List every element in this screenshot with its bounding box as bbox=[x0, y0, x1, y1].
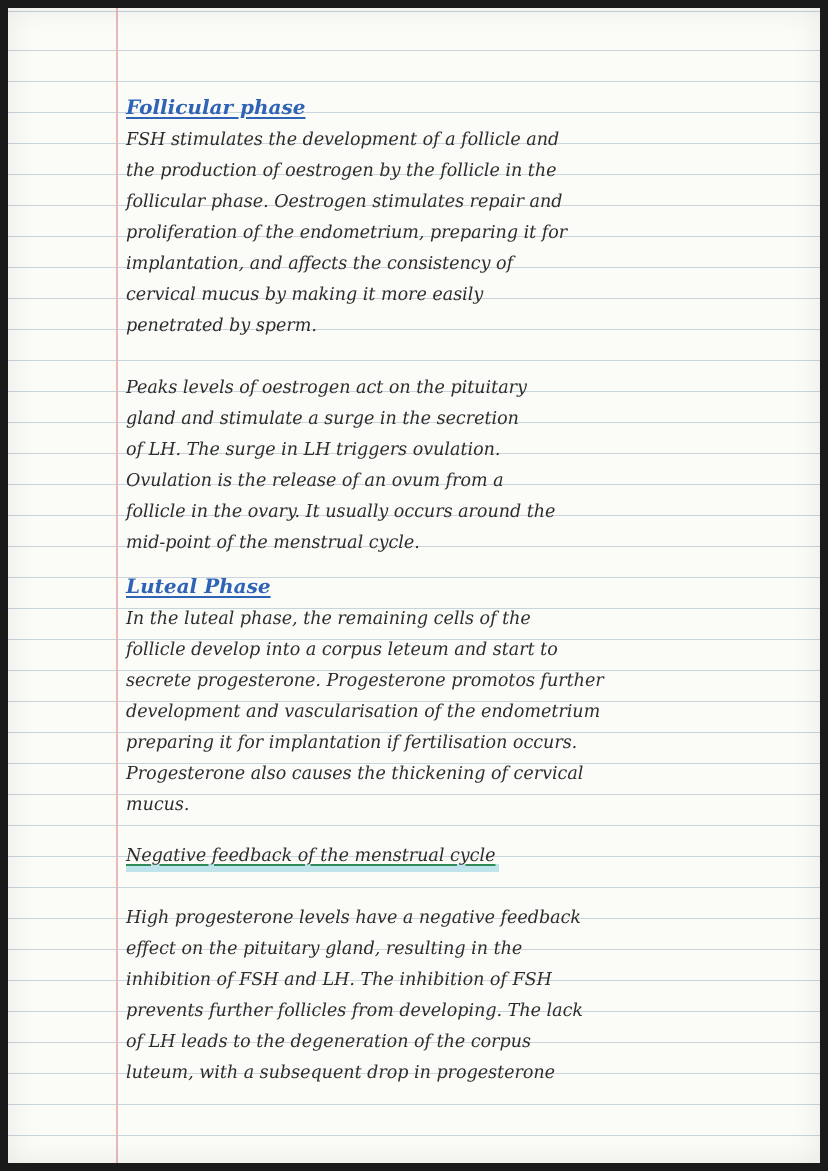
text-line: mid-point of the menstrual cycle. bbox=[126, 533, 420, 553]
paragraph-follicular-1 bbox=[126, 125, 746, 342]
text-line: the production of oestrogen by the follicle in the bbox=[126, 161, 557, 181]
heading-luteal-phase: Luteal Phase bbox=[126, 574, 271, 598]
text-line: implantation, and affects the consistency of bbox=[126, 254, 514, 274]
text-line: follicle in the ovary. It usually occurs around the bbox=[126, 502, 556, 522]
heading-negative-feedback: Negative feedback of the menstrual cycle bbox=[126, 841, 499, 872]
text-line: mucus. bbox=[126, 795, 190, 815]
text-line: development and vascularisation of the endometrium bbox=[126, 702, 601, 722]
section-negative-feedback bbox=[126, 841, 746, 1089]
text-line: Ovulation is the release of an ovum from a bbox=[126, 471, 504, 491]
text-line: luteum, with a subsequent drop in progesterone bbox=[126, 1063, 556, 1083]
section-luteal bbox=[126, 571, 746, 821]
paragraph-luteal-1 bbox=[126, 604, 746, 821]
text-line: gland and stimulate a surge in the secretion bbox=[126, 409, 519, 429]
text-line: of LH leads to the degeneration of the corpus bbox=[126, 1032, 532, 1052]
text-line: effect on the pituitary gland, resulting in the bbox=[126, 939, 523, 959]
text-line: FSH stimulates the development of a follicle and bbox=[126, 130, 560, 150]
text-line: prevents further follicles from developing. The lack bbox=[126, 1001, 583, 1021]
text-line: High progesterone levels have a negative feedback bbox=[126, 908, 581, 928]
text-line: penetrated by sperm. bbox=[126, 316, 317, 336]
text-line: secrete progesterone. Progesterone promotos further bbox=[126, 671, 604, 691]
text-line: Progesterone also causes the thickening of cervical bbox=[126, 764, 584, 784]
text-line: of LH. The surge in LH triggers ovulation. bbox=[126, 440, 501, 460]
text-line: inhibition of FSH and LH. The inhibition of FSH bbox=[126, 970, 552, 990]
text-line: Peaks levels of oestrogen act on the pituitary bbox=[126, 378, 527, 398]
paragraph-follicular-2 bbox=[126, 373, 746, 559]
text-line: follicle develop into a corpus leteum and start to bbox=[126, 640, 558, 660]
text-line: cervical mucus by making it more easily bbox=[126, 285, 484, 305]
heading-follicular-phase: Follicular phase bbox=[126, 95, 306, 119]
section-follicular bbox=[126, 92, 746, 559]
text-line: preparing it for implantation if fertilisation occurs. bbox=[126, 733, 578, 753]
paragraph-negative-feedback-1 bbox=[126, 903, 746, 1089]
text-line: proliferation of the endometrium, preparing it for bbox=[126, 223, 568, 243]
text-line: In the luteal phase, the remaining cells of the bbox=[126, 609, 531, 629]
notes-content bbox=[126, 92, 746, 1089]
notebook-page bbox=[8, 8, 820, 1163]
text-line: follicular phase. Oestrogen stimulates repair and bbox=[126, 192, 563, 212]
